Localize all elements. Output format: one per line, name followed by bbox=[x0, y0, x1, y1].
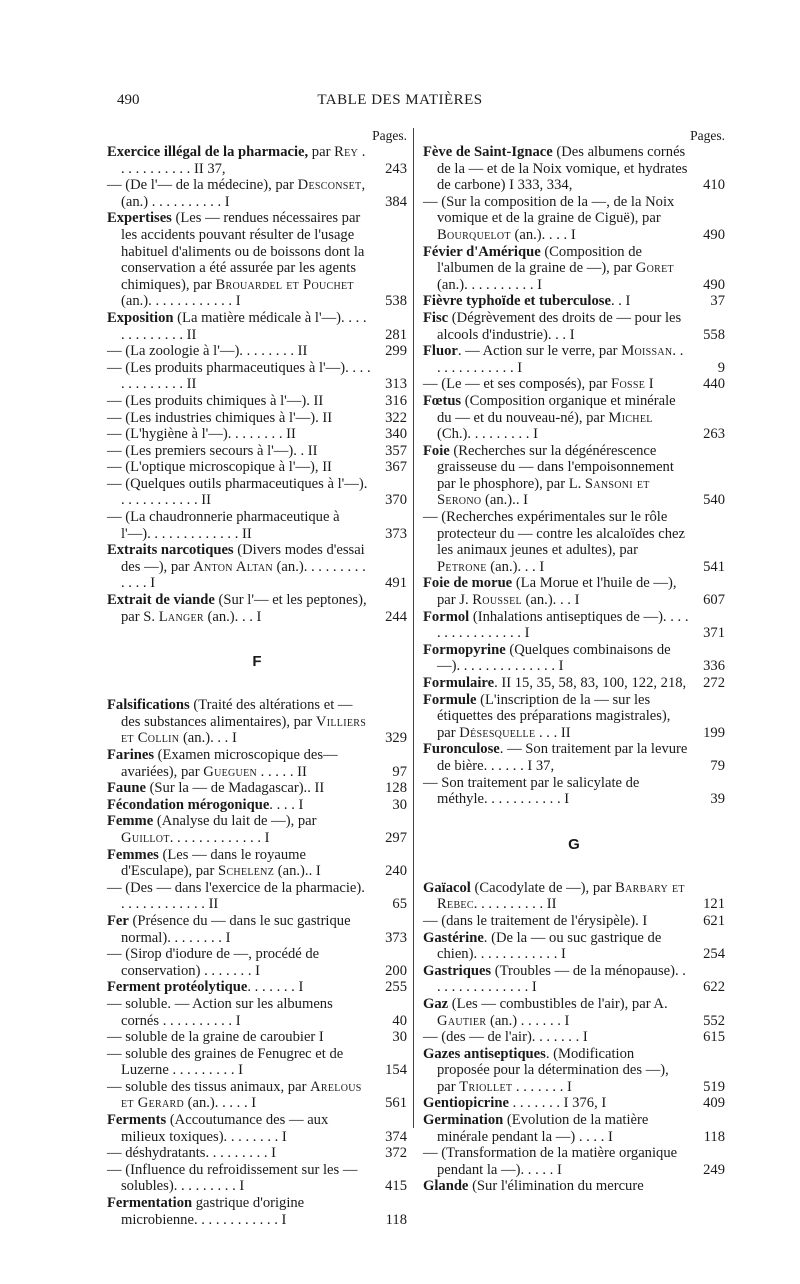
entry-text: (Les — dans le royaume d'Esculape), par bbox=[121, 846, 306, 880]
entry-page-number: 97 bbox=[392, 763, 407, 780]
entry-author: Bourquelot bbox=[437, 226, 511, 243]
entry-author: Goret bbox=[635, 260, 674, 277]
index-entry bbox=[423, 376, 725, 393]
index-entry bbox=[107, 177, 407, 210]
entry-text: — (Recherches expérimentales sur le rôle protecteur du — contre les alcaloïdes chez les animaux jeunes et adultes), par bbox=[423, 509, 685, 559]
entry-page-number: 272 bbox=[703, 675, 725, 691]
entry-text: (Quelques combinaisons de —). . . . . . . . . . . . . . I bbox=[437, 641, 671, 675]
entry-heading: Gastriques bbox=[423, 962, 492, 979]
entry-page-number: 313 bbox=[385, 376, 407, 393]
entry-text: — déshydratants. . . . . . . . . I bbox=[107, 1145, 277, 1162]
entry-page-number: 561 bbox=[385, 1095, 407, 1112]
index-entry bbox=[107, 1079, 407, 1112]
entry-text: (La Morue et l'huile de —), par J. bbox=[437, 575, 677, 609]
entry-page-number: 199 bbox=[703, 724, 725, 741]
index-entry bbox=[107, 310, 407, 343]
entry-text: . II 15, 35, 58, 83, 100, 122, 218, bbox=[494, 675, 687, 691]
entry-text: (Traité des altérations et — des substances alimentaires), par bbox=[121, 697, 353, 730]
entry-text: . . . . . . . I 376, I bbox=[508, 1095, 607, 1112]
index-entry bbox=[107, 443, 407, 460]
index-entry bbox=[423, 575, 725, 608]
entry-page-number: 367 bbox=[385, 459, 407, 476]
index-entry bbox=[107, 343, 407, 360]
entry-page-number: 373 bbox=[385, 929, 407, 946]
entry-heading: Femme bbox=[107, 813, 154, 830]
entry-page-number: 415 bbox=[385, 1178, 407, 1195]
index-entry bbox=[423, 642, 725, 675]
entry-heading: Fièvre typhoïde et tuberculose bbox=[423, 293, 611, 310]
column-divider bbox=[413, 128, 414, 1128]
entry-author: Roussel bbox=[472, 592, 522, 609]
entry-rest: . . . . . . . . . . . . . I bbox=[169, 829, 270, 846]
index-entry bbox=[423, 293, 725, 310]
entry-rest: (an.). . . I bbox=[521, 592, 580, 609]
entry-page-number: 65 bbox=[392, 896, 407, 913]
section-letter-f: F bbox=[252, 653, 262, 671]
entry-text: — (De l'— de la médecine), par bbox=[107, 177, 298, 194]
entry-page-number: 552 bbox=[703, 1012, 725, 1029]
entry-rest: (an.). . . . . . . . . . . . . I bbox=[121, 558, 366, 592]
entry-heading: Fœtus bbox=[423, 392, 462, 409]
entry-text: . — Son traitement par la levure de bière. . . . . . I 37, bbox=[437, 741, 688, 774]
entry-author: Michel bbox=[608, 409, 653, 426]
entry-text: — (La chaudronnerie pharmaceutique à l'—). . . . . . . . . . . . . II bbox=[107, 509, 340, 542]
entry-text: (Divers modes d'essai des —), par bbox=[121, 542, 365, 575]
entry-author: Désesquelle bbox=[459, 724, 536, 741]
entry-text: (Présence du — dans le suc gastrique normal). . . . . . . . I bbox=[121, 912, 351, 946]
entry-text: . (Modification proposée pour la détermination des —), par bbox=[437, 1045, 669, 1095]
entry-heading: Gazes antiseptiques bbox=[423, 1045, 546, 1062]
index-entry bbox=[423, 609, 725, 642]
entry-author: Schelenz bbox=[218, 863, 275, 880]
index-entry bbox=[107, 979, 407, 996]
entry-heading: Furonculose bbox=[423, 741, 500, 758]
index-entry bbox=[423, 1178, 725, 1195]
entry-heading: Gentiopicrine bbox=[423, 1095, 509, 1112]
index-entry bbox=[423, 1029, 725, 1046]
entry-rest: . . . . . . . I bbox=[512, 1078, 572, 1095]
entry-text: (Examen microscopique des— avariées), par bbox=[121, 747, 338, 780]
entry-rest: . . . II bbox=[535, 724, 571, 741]
entries-g bbox=[423, 880, 725, 1195]
entry-text: — (Les produits pharmaceutiques à l'—). . . . . . . . . . . . . II bbox=[107, 359, 371, 393]
entry-text: (Cacodylate de —), par bbox=[470, 879, 616, 896]
entry-page-number: 128 bbox=[385, 780, 407, 797]
entry-page-number: 370 bbox=[385, 492, 407, 509]
entry-text: — (L'optique microscopique à l'—), II bbox=[107, 459, 332, 476]
entry-page-number: 519 bbox=[703, 1078, 725, 1095]
index-entry bbox=[107, 210, 407, 310]
entry-page-number: 371 bbox=[703, 625, 725, 642]
index-entry bbox=[107, 360, 407, 393]
entry-author: Arelous et Gerard bbox=[121, 1078, 362, 1112]
entry-rest: (an.).. I bbox=[274, 863, 321, 880]
index-entry bbox=[423, 244, 725, 294]
entry-text: . . I bbox=[610, 293, 631, 310]
entry-rest: I bbox=[645, 376, 654, 393]
entry-page-number: 37 bbox=[710, 293, 725, 310]
entry-author: Gueguen bbox=[203, 763, 257, 780]
entry-page-number: 622 bbox=[703, 979, 725, 996]
entry-author: Desconset bbox=[297, 177, 362, 194]
entry-page-number: 281 bbox=[385, 326, 407, 343]
entry-rest: , (an.) . . . . . . . . . . I bbox=[121, 177, 366, 210]
entry-rest: . . . . . . . . . . . . . I bbox=[437, 343, 684, 376]
entry-text: — (Les industries chimiques à l'—). II bbox=[107, 409, 333, 426]
entry-text: (Dégrèvement des droits de — pour les alcools d'industrie). . . I bbox=[437, 309, 682, 343]
entry-text: — (Les premiers secours à l'—). . II bbox=[107, 442, 318, 459]
index-entry bbox=[107, 747, 407, 780]
index-entry bbox=[107, 410, 407, 427]
entry-author: Langer bbox=[158, 608, 204, 625]
index-entry bbox=[423, 930, 725, 963]
entry-heading: Gastérine bbox=[423, 929, 484, 946]
entry-rest: (an.). . . . . . . . . . I bbox=[437, 276, 542, 293]
page-title: TABLE DES MATIÈRES bbox=[317, 92, 483, 108]
entry-text: gastrique d'origine microbienne. . . . . . . . . . . . I bbox=[121, 1195, 305, 1228]
entry-text: (La matière médicale à l'—). . . . . . . . . . . . . II bbox=[121, 309, 367, 343]
entry-author: Brouardel et Pouchet bbox=[215, 276, 354, 293]
entries-f-continued bbox=[423, 144, 725, 808]
entry-page-number: 538 bbox=[385, 293, 407, 310]
entry-page-number: 200 bbox=[385, 962, 407, 979]
entry-heading: Foie de morue bbox=[423, 575, 513, 592]
entry-page-number: 316 bbox=[385, 392, 407, 409]
entries-f bbox=[107, 697, 407, 1228]
index-entry bbox=[107, 426, 407, 443]
entry-heading: Ferments bbox=[107, 1112, 167, 1129]
entry-page-number: 263 bbox=[703, 426, 725, 443]
entry-page-number: 491 bbox=[385, 575, 407, 592]
entry-text: (Les — combustibles de l'air), par A. bbox=[448, 995, 668, 1012]
entries-e bbox=[107, 144, 407, 625]
index-entry bbox=[423, 443, 725, 509]
entry-text: (Les — rendues nécessaires par les accidents pouvant résulter de l'usage habituel d'aliments ou de boissons dont la conservation a été assurée par les agents chimiques), par bbox=[121, 210, 365, 293]
entry-text: (Troubles — de la ménopause). . . . . . . . . . . . . . . I bbox=[437, 962, 686, 996]
entry-page-number: 409 bbox=[703, 1095, 725, 1112]
index-entry bbox=[423, 996, 725, 1029]
entry-text: — (Sirop d'iodure de —, procédé de conservation) . . . . . . . I bbox=[107, 946, 320, 979]
entry-page-number: 357 bbox=[385, 442, 407, 459]
index-entry bbox=[107, 1162, 407, 1195]
entry-rest: (an.). . . . . I bbox=[184, 1095, 257, 1112]
index-entry bbox=[423, 1112, 725, 1145]
entry-text: (Sur l'élimination du mercure bbox=[468, 1178, 644, 1195]
entry-page-number: 322 bbox=[385, 409, 407, 426]
entry-heading: Fer bbox=[107, 912, 129, 929]
entry-text: — (Quelques outils pharmaceutiques à l'—). . . . . . . . . . . . II bbox=[107, 475, 368, 509]
entry-page-number: 40 bbox=[392, 1012, 407, 1029]
index-entry bbox=[107, 592, 407, 625]
index-entry bbox=[107, 144, 407, 177]
entry-text: . . . . I bbox=[269, 796, 304, 813]
entry-text: — soluble des graines de Fenugrec et de Luzerne . . . . . . . . . I bbox=[107, 1045, 344, 1079]
entry-rest: (an.) . . . . . . I bbox=[486, 1012, 570, 1029]
entry-text: — (Transformation de la matière organique pendant la —). . . . . I bbox=[423, 1145, 678, 1178]
entry-text: (Sur la — de Madagascar).. II bbox=[145, 780, 325, 797]
entry-heading: Fermentation bbox=[107, 1195, 193, 1212]
entry-text: . (De la — ou suc gastrique de chien). . . . . . . . . . . . I bbox=[437, 929, 662, 963]
entry-heading: Févier d'Amérique bbox=[423, 243, 541, 260]
entry-rest: (an.). . . I bbox=[179, 730, 237, 747]
right-column bbox=[423, 128, 725, 1195]
entry-text: . . . . . . . I bbox=[247, 979, 304, 996]
entry-page-number: 440 bbox=[703, 376, 725, 393]
pages-label: Pages. bbox=[372, 128, 407, 143]
entry-author: Guillot bbox=[121, 829, 170, 846]
entry-author: Barbary et Rebec bbox=[437, 879, 685, 913]
entry-author: Rey bbox=[334, 144, 359, 160]
entry-page-number: 374 bbox=[385, 1128, 407, 1145]
entry-rest: . . . . . II bbox=[257, 763, 307, 780]
index-entry bbox=[107, 697, 407, 747]
index-entry bbox=[423, 310, 725, 343]
entry-author: Fosse bbox=[611, 376, 646, 393]
section-letter-g: G bbox=[568, 835, 580, 853]
entry-text: . — Action sur le verre, par bbox=[457, 343, 622, 360]
entry-heading: Exercice illégal de la pharmacie, bbox=[107, 144, 309, 160]
index-entry bbox=[423, 880, 725, 913]
entry-page-number: 118 bbox=[703, 1128, 725, 1145]
index-entry bbox=[423, 1145, 725, 1178]
entry-author: Anton Altan bbox=[193, 558, 273, 575]
index-entry bbox=[423, 1095, 725, 1112]
entry-text: — soluble des tissus animaux, par bbox=[107, 1078, 311, 1095]
index-entry bbox=[107, 797, 407, 814]
entry-text: (Recherches sur la dégénérescence graisseuse du — dans l'empoisonnement par le phosphore), par L. bbox=[437, 442, 674, 492]
entry-rest: (an.). . . . . . . . . . . . I bbox=[121, 293, 241, 310]
entry-page-number: 30 bbox=[392, 1029, 407, 1046]
entry-heading: Femmes bbox=[107, 846, 159, 863]
entry-heading: Glande bbox=[423, 1178, 469, 1195]
entry-text: (Composition de l'albumen de la graine de —), par bbox=[437, 243, 643, 277]
entry-page-number: 297 bbox=[385, 829, 407, 846]
entry-rest: (an.).. I bbox=[481, 492, 528, 509]
entry-page-number: 329 bbox=[385, 730, 407, 747]
entry-page-number: 490 bbox=[703, 226, 725, 243]
index-entry bbox=[423, 741, 725, 774]
entry-page-number: 39 bbox=[710, 791, 725, 808]
index-entry bbox=[107, 1046, 407, 1079]
entry-text: — (Les produits chimiques à l'—). II bbox=[107, 392, 324, 409]
entry-page-number: 384 bbox=[385, 193, 407, 210]
entry-heading: Farines bbox=[107, 747, 155, 763]
index-entry bbox=[423, 963, 725, 996]
entry-heading: Foie bbox=[423, 442, 450, 459]
left-column bbox=[107, 128, 407, 1228]
entry-page-number: 79 bbox=[710, 757, 725, 774]
index-entry bbox=[107, 813, 407, 846]
entry-page-number: 30 bbox=[392, 796, 407, 813]
entry-text: (Des albumens cornés de la — et de la Noix vomique, et hydrates de carbone) I 333, 334, bbox=[437, 144, 688, 194]
pages-label: Pages. bbox=[690, 128, 725, 143]
index-entry bbox=[423, 509, 725, 575]
index-entry bbox=[107, 996, 407, 1029]
index-entry bbox=[423, 1046, 725, 1096]
entry-page-number: 121 bbox=[703, 896, 725, 913]
entry-page-number: 490 bbox=[703, 276, 725, 293]
entry-text: — soluble de la graine de caroubier I bbox=[107, 1029, 324, 1046]
entry-page-number: 255 bbox=[385, 979, 407, 996]
entry-heading: Formule bbox=[423, 691, 477, 708]
entry-page-number: 373 bbox=[385, 525, 407, 542]
entry-page-number: 540 bbox=[703, 492, 725, 509]
index-entry bbox=[107, 509, 407, 542]
index-entry bbox=[107, 847, 407, 880]
entry-text: par bbox=[308, 144, 335, 160]
entry-author: Sansoni et Serono bbox=[437, 475, 650, 509]
entry-page-number: 254 bbox=[703, 946, 725, 963]
entry-rest: (an.). . . . I bbox=[510, 226, 576, 243]
entry-text: — (Sur la composition de la —, de la Noix vomique et de la graine de Ciguë), par bbox=[423, 193, 675, 227]
index-entry bbox=[107, 913, 407, 946]
entry-text: (Accoutumance des — aux milieux toxiques). . . . . . . . I bbox=[121, 1112, 329, 1145]
entry-heading: Exposition bbox=[107, 309, 174, 326]
index-entry bbox=[107, 946, 407, 979]
entry-text: (Evolution de la matière minérale pendant la —) . . . . I bbox=[437, 1112, 649, 1145]
index-entry bbox=[423, 343, 725, 376]
entry-page-number: 607 bbox=[703, 592, 725, 609]
entry-page-number: 249 bbox=[703, 1161, 725, 1178]
index-entry bbox=[423, 913, 725, 930]
index-entry bbox=[107, 1112, 407, 1145]
entry-rest: (an.). . . I bbox=[203, 608, 262, 625]
entry-page-number: 118 bbox=[385, 1211, 407, 1228]
entry-rest: (Ch.). . . . . . . . . I bbox=[437, 426, 538, 443]
entry-heading: Ferment protéolytique bbox=[107, 979, 248, 996]
entry-text: — Son traitement par le salicylate de méthyle. . . . . . . . . . . I bbox=[423, 774, 640, 808]
entry-page-number: 240 bbox=[385, 863, 407, 880]
entry-text: (Inhalations antiseptiques de —). . . . . . . . . . . . . . . . I bbox=[437, 608, 689, 642]
index-entry bbox=[423, 775, 725, 808]
entry-text: — soluble. — Action sur les albumens cornés . . . . . . . . . . I bbox=[107, 995, 333, 1029]
entry-page-number: 558 bbox=[703, 326, 725, 343]
index-entry bbox=[107, 780, 407, 797]
entry-heading: Fève de Saint-Ignace bbox=[423, 144, 553, 160]
entry-page-number: 541 bbox=[703, 558, 725, 575]
entry-rest: . . . . . . . . . . II bbox=[473, 896, 557, 913]
page-number: 490 bbox=[117, 92, 140, 108]
index-entry bbox=[107, 1145, 407, 1162]
index-entry bbox=[423, 144, 725, 194]
entry-text: — (Des — dans l'exercice de la pharmacie). . . . . . . . . . . . . II bbox=[107, 879, 365, 913]
entry-page-number: 244 bbox=[385, 608, 407, 625]
entry-rest: (an.). . . I bbox=[486, 558, 545, 575]
index-entry bbox=[107, 542, 407, 592]
entry-heading: Falsifications bbox=[107, 697, 190, 714]
index-entry bbox=[107, 459, 407, 476]
entry-text: (L'inscription de la — sur les étiquettes des préparations magistrales), par bbox=[437, 691, 671, 741]
index-entry bbox=[107, 1029, 407, 1046]
entry-text: — (des — de l'air). . . . . . . I bbox=[423, 1029, 588, 1046]
page-header bbox=[0, 92, 800, 116]
entry-heading: Gaz bbox=[423, 995, 449, 1012]
entry-page-number: 340 bbox=[385, 426, 407, 443]
entry-heading: Fisc bbox=[423, 309, 449, 326]
entry-author: Triollet bbox=[459, 1078, 513, 1095]
entry-heading: Expertises bbox=[107, 210, 172, 227]
entry-author: Petrone bbox=[437, 558, 487, 575]
index-entry bbox=[423, 393, 725, 443]
entry-author: Villiers et Collin bbox=[121, 713, 367, 747]
index-entry bbox=[423, 675, 725, 692]
index-entry bbox=[423, 194, 725, 244]
entry-page-number: 9 bbox=[717, 359, 725, 376]
entry-text: (Sur l'— et les peptones), par S. bbox=[121, 592, 367, 625]
entry-page-number: 410 bbox=[703, 177, 725, 194]
entry-heading: Fluor bbox=[423, 343, 458, 360]
entry-rest: . . . . . . . . . . . II 37, bbox=[121, 144, 366, 177]
entry-text: — (L'hygiène à l'—). . . . . . . . II bbox=[107, 426, 296, 443]
entry-page-number: 299 bbox=[385, 343, 407, 360]
entry-heading: Extrait de viande bbox=[107, 592, 215, 609]
entry-author: Gautier bbox=[437, 1012, 487, 1029]
entry-heading: Formopyrine bbox=[423, 641, 506, 658]
index-entry bbox=[423, 692, 725, 742]
entry-text: (Composition organique et minérale du — et du nouveau-né), par bbox=[437, 392, 676, 426]
entry-page-number: 336 bbox=[703, 658, 725, 675]
entry-heading: Germination bbox=[423, 1112, 504, 1129]
index-entry bbox=[107, 880, 407, 913]
index-entry bbox=[107, 393, 407, 410]
entry-author: Moissan bbox=[621, 343, 673, 360]
entry-text: — (Influence du refroidissement sur les — solubles). . . . . . . . . I bbox=[107, 1161, 358, 1195]
entry-page-number: 243 bbox=[385, 160, 407, 177]
index-entry bbox=[107, 476, 407, 509]
entry-heading: Faune bbox=[107, 780, 146, 797]
entry-heading: Extraits narcotiques bbox=[107, 542, 234, 559]
entry-heading: Fécondation mérogonique bbox=[107, 796, 270, 813]
entry-heading: Formol bbox=[423, 608, 470, 625]
entry-page-number: 372 bbox=[385, 1145, 407, 1162]
entry-heading: Gaïacol bbox=[423, 879, 471, 896]
entry-page-number: 621 bbox=[703, 912, 725, 929]
index-entry bbox=[107, 1195, 407, 1228]
entry-text: — (Le — et ses composés), par bbox=[423, 376, 612, 393]
entry-text: (Analyse du lait de —), par bbox=[153, 813, 317, 830]
entry-page-number: 615 bbox=[703, 1029, 725, 1046]
entry-text: — (La zoologie à l'—). . . . . . . . II bbox=[107, 343, 308, 360]
entry-page-number: 154 bbox=[385, 1062, 407, 1079]
entry-text: — (dans le traitement de l'érysipèle). I bbox=[423, 912, 648, 929]
entry-heading: Formulaire bbox=[423, 675, 495, 691]
